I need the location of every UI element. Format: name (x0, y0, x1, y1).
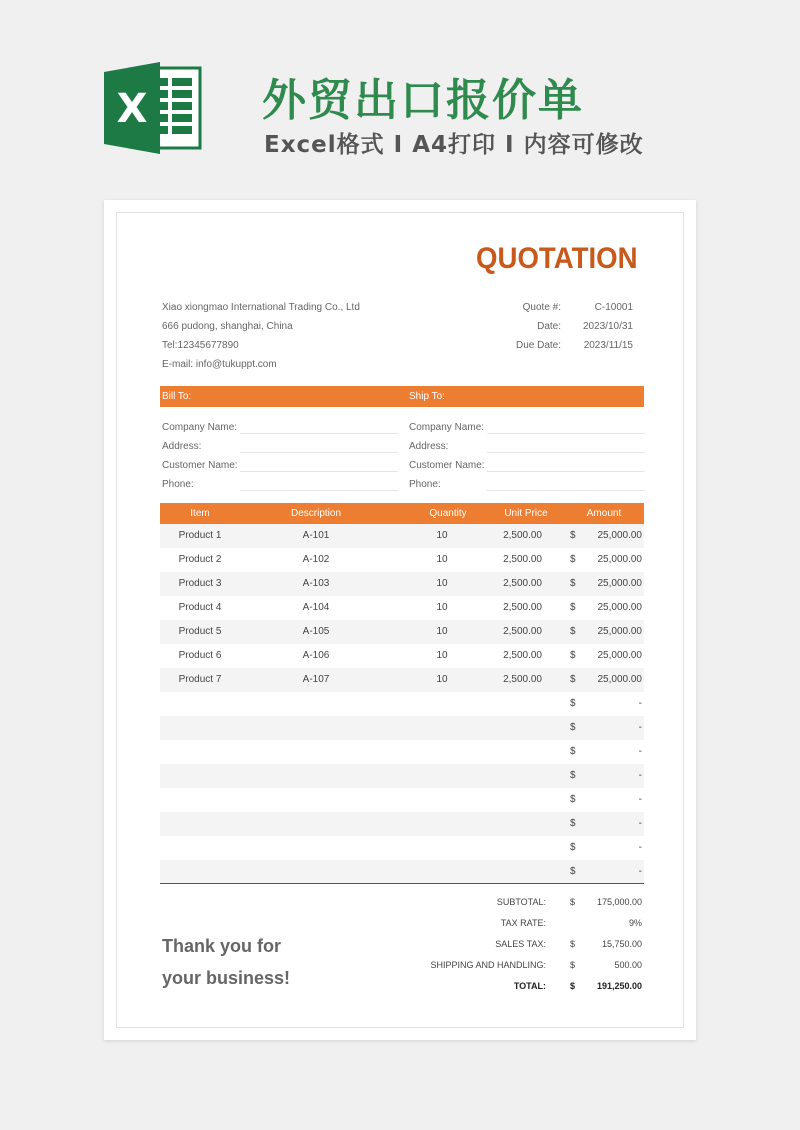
ship-company-field[interactable] (409, 418, 645, 437)
totals-label: SHIPPING AND HANDLING: (430, 960, 546, 970)
table-row[interactable] (160, 572, 644, 596)
cell-description: A-103 (302, 578, 330, 589)
table-row[interactable] (160, 548, 644, 572)
ship-phone-field[interactable] (409, 475, 645, 494)
cell-currency: $ (570, 626, 576, 637)
cell-description: A-105 (302, 626, 330, 637)
table-row[interactable] (160, 716, 644, 740)
cell-currency: $ (570, 554, 576, 565)
table-row[interactable] (160, 668, 644, 692)
totals-label: TOTAL: (513, 981, 546, 991)
totals-label: TAX RATE: (500, 918, 546, 928)
meta-label: Date: (537, 321, 561, 332)
svg-text:X: X (116, 86, 148, 132)
table-row[interactable] (160, 740, 644, 764)
quote-number-row (484, 298, 633, 317)
meta-value: 2023/11/15 (583, 340, 633, 351)
cell-currency: $ (570, 602, 576, 613)
cell-description: A-101 (302, 530, 330, 541)
totals-value: 9% (628, 918, 642, 928)
field-line (240, 490, 398, 491)
cell-currency: $ (570, 866, 576, 877)
bill-address-field[interactable] (162, 437, 398, 456)
table-row[interactable] (160, 596, 644, 620)
cell-description: A-104 (302, 602, 330, 613)
company-email: E-mail: info@tukuppt.com (162, 359, 277, 370)
field-label: Phone: (162, 479, 194, 490)
cell-currency: $ (570, 650, 576, 661)
cell-amount: - (638, 866, 642, 877)
cell-amount: 25,000.00 (597, 674, 642, 685)
cell-currency: $ (570, 794, 576, 805)
cell-amount: - (638, 842, 642, 853)
table-row[interactable] (160, 836, 644, 860)
table-row[interactable] (160, 788, 644, 812)
cell-currency: $ (570, 842, 576, 853)
col-item-header: Item (190, 508, 210, 519)
company-name: Xiao xiongmao International Trading Co., Ltd (162, 302, 360, 313)
field-line (240, 471, 398, 472)
cell-unit-price: 2,500.00 (503, 578, 542, 589)
cell-amount: - (638, 818, 642, 829)
excel-logo-icon (104, 62, 204, 154)
field-line (487, 490, 645, 491)
ship-address-field[interactable] (409, 437, 645, 456)
table-row[interactable] (160, 692, 644, 716)
due-date-row (484, 336, 633, 355)
cell-currency: $ (570, 818, 576, 829)
cell-item: Product 2 (178, 554, 222, 565)
field-label: Phone: (409, 479, 441, 490)
bill-to-label: Bill To: (162, 391, 192, 402)
col-quantity-header: Quantity (429, 508, 467, 519)
cell-quantity: 10 (436, 650, 448, 661)
field-line (240, 452, 398, 453)
cell-quantity: 10 (436, 626, 448, 637)
field-label: Customer Name: (409, 460, 485, 471)
table-header (160, 503, 644, 524)
page-subtitle: Excel格式 I A4打印 I 内容可修改 (264, 132, 644, 158)
cell-currency: $ (570, 530, 576, 541)
cell-amount: - (638, 770, 642, 781)
cell-unit-price: 2,500.00 (503, 530, 542, 541)
quotation-heading: QUOTATION (476, 242, 638, 275)
cell-quantity: 10 (436, 674, 448, 685)
cell-amount: 25,000.00 (597, 602, 642, 613)
field-label: Company Name: (162, 422, 238, 433)
cell-unit-price: 2,500.00 (503, 674, 542, 685)
cell-description: A-106 (302, 650, 330, 661)
bill-to-form (162, 418, 398, 494)
cell-unit-price: 2,500.00 (503, 650, 542, 661)
field-label: Address: (409, 441, 449, 452)
field-line (487, 471, 645, 472)
cell-item: Product 3 (178, 578, 222, 589)
cell-description: A-107 (302, 674, 330, 685)
field-label: Company Name: (409, 422, 485, 433)
totals-value: 15,750.00 (601, 939, 642, 949)
cell-amount: - (638, 698, 642, 709)
cell-amount: 25,000.00 (597, 650, 642, 661)
cell-currency: $ (570, 698, 576, 709)
cell-unit-price: 2,500.00 (503, 554, 542, 565)
col-unit-price-header: Unit Price (504, 508, 548, 519)
company-tel: Tel:12345677890 (162, 340, 239, 351)
table-row[interactable] (160, 620, 644, 644)
cell-item: Product 5 (178, 626, 222, 637)
company-address: 666 pudong, shanghai, China (162, 321, 293, 332)
cell-unit-price: 2,500.00 (503, 602, 542, 613)
totals-row (404, 955, 644, 976)
field-line (487, 452, 645, 453)
totals-row (404, 892, 644, 913)
totals-row (404, 976, 644, 997)
table-row[interactable] (160, 860, 644, 884)
company-info (162, 298, 360, 374)
quotation-sheet (104, 200, 696, 1040)
totals-currency: $ (570, 939, 576, 949)
thanks-line: your business! (162, 968, 291, 988)
field-label: Customer Name: (162, 460, 238, 471)
cell-item: Product 7 (178, 674, 222, 685)
cell-quantity: 10 (436, 554, 448, 565)
thank-you-note (162, 930, 290, 994)
thanks-line: Thank you for (162, 936, 282, 956)
cell-currency: $ (570, 674, 576, 685)
table-row[interactable] (160, 812, 644, 836)
cell-amount: - (638, 746, 642, 757)
line-items-table (160, 524, 644, 884)
cell-quantity: 10 (436, 530, 448, 541)
cell-currency: $ (570, 578, 576, 589)
meta-label: Quote #: (522, 302, 561, 313)
ship-to-label: Ship To: (409, 391, 445, 402)
meta-value: 2023/10/31 (582, 321, 633, 332)
cell-amount: - (638, 794, 642, 805)
field-line (240, 433, 398, 434)
table-row[interactable] (160, 524, 644, 548)
meta-label: Due Date: (515, 340, 561, 351)
cell-amount: 25,000.00 (597, 626, 642, 637)
table-row[interactable] (160, 764, 644, 788)
cell-description: A-102 (302, 554, 330, 565)
quote-date-row (484, 317, 633, 336)
totals-block (404, 892, 644, 997)
bill-ship-header (160, 386, 644, 407)
cell-currency: $ (570, 722, 576, 733)
cell-currency: $ (570, 746, 576, 757)
totals-currency: $ (570, 981, 576, 991)
col-amount-header: Amount (586, 508, 622, 519)
cell-unit-price: 2,500.00 (503, 626, 542, 637)
field-label: Address: (162, 441, 202, 452)
totals-label: SUBTOTAL: (496, 897, 546, 907)
cell-amount: 25,000.00 (597, 530, 642, 541)
totals-currency: $ (570, 960, 576, 970)
page-title: 外贸出口报价单 (262, 75, 584, 126)
quote-meta (484, 298, 633, 355)
totals-value: 500.00 (614, 960, 642, 970)
totals-value: 191,250.00 (596, 981, 642, 991)
bill-customer-field[interactable] (162, 456, 398, 475)
table-row[interactable] (160, 644, 644, 668)
totals-value: 175,000.00 (596, 897, 642, 907)
totals-row (404, 934, 644, 955)
ship-customer-field[interactable] (409, 456, 645, 475)
cell-amount: 25,000.00 (597, 554, 642, 565)
cell-quantity: 10 (436, 602, 448, 613)
ship-to-form (409, 418, 645, 494)
cell-item: Product 4 (178, 602, 222, 613)
totals-currency: $ (570, 897, 576, 907)
cell-item: Product 6 (178, 650, 222, 661)
bill-company-field[interactable] (162, 418, 398, 437)
col-description-header: Description (290, 508, 342, 519)
field-line (487, 433, 645, 434)
cell-amount: 25,000.00 (597, 578, 642, 589)
cell-amount: - (638, 722, 642, 733)
bill-phone-field[interactable] (162, 475, 398, 494)
totals-label: SALES TAX: (495, 939, 546, 949)
totals-row (404, 913, 644, 934)
cell-item: Product 1 (178, 530, 222, 541)
cell-quantity: 10 (436, 578, 448, 589)
meta-value: C-10001 (594, 302, 633, 313)
table-bottom-rule (160, 883, 644, 884)
cell-currency: $ (570, 770, 576, 781)
